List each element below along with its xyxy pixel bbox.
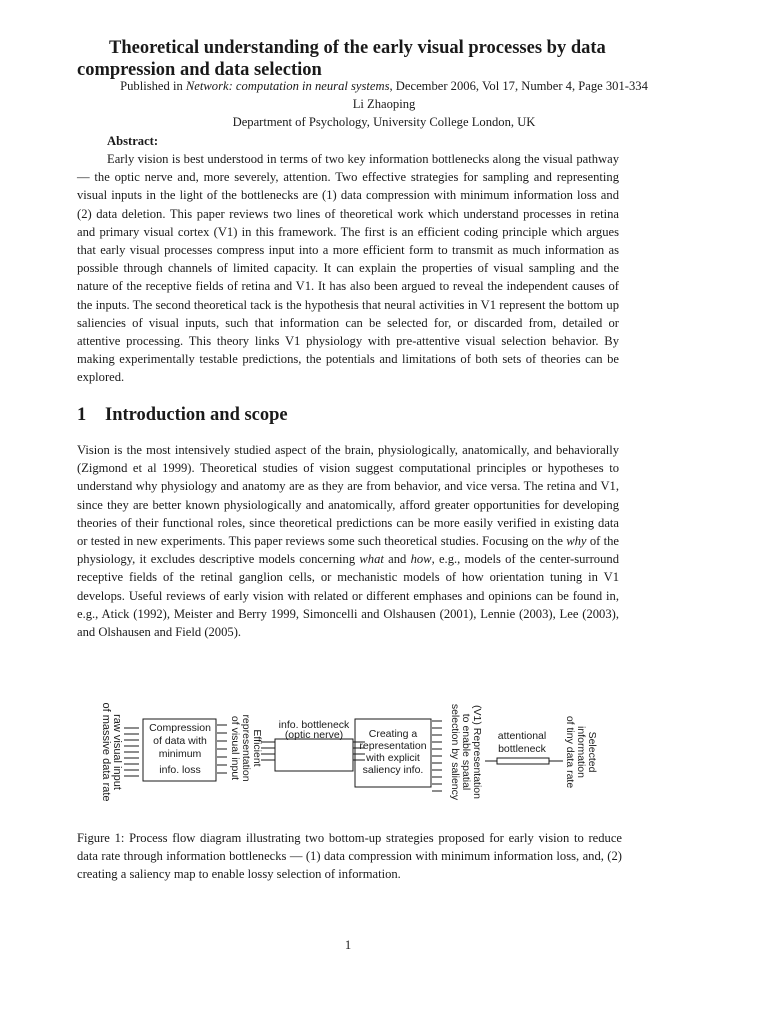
efficient-line-2: representation (240, 714, 252, 782)
section-heading (77, 405, 288, 426)
figure-caption: Figure 1: Process flow diagram illustrating two bottom-up strategies proposed for early vision to reduce data rate through information bottlenecks — (1) data compression with minimum information loss, and, (2) creating a saliency map to enable lossy selection of information. (77, 831, 622, 881)
attention-pipe (485, 758, 563, 764)
box1-line-1: Compression (149, 722, 211, 734)
box2-line-3: with explicit (366, 752, 420, 764)
pub-journal: Network: computation in neural systems (185, 79, 390, 93)
efficient-label (229, 714, 263, 781)
paper-title (77, 37, 677, 81)
figure-1-diagram (90, 695, 650, 810)
efficient-line-1: Efficient (251, 729, 263, 767)
efficient-line-3: of visual input (229, 715, 241, 781)
intro-text-c: and (383, 552, 411, 567)
intro-paragraph (77, 441, 619, 641)
v1-arrows (432, 721, 442, 791)
title-line-1: Theoretical understanding of the early visual processes by data (109, 38, 606, 58)
process-flow-diagram (90, 695, 650, 810)
abstract-text: Early vision is best understood in terms of two key information bottlenecks along the visual pathway — the optic nerve and, more severely, attention. Two effective strategies for sampling and representing visual inputs in the light of the bottlenecks are (1) data compression with minimum information loss and (2) data deletion. This paper reviews two lines of theoretical work which understand processes in retina and primary visual cortex (V1) in this framework. The first is an efficient coding principle which argues that early visual processes compress input into a more efficient form to transmit as much information as possible through channels of limited capacity. It can explain the properties of visual sampling and the nature of the receptive fields of retina and V1. It has also been argued to reveal the independent causes of the inputs. The second theoretical tack is the hypothesis that neural activities in V1 represent the bottom up saliencies of visual inputs, such that information can be selected for, or discarded from, detailed or attentive processing. This theory links V1 physiology with pre-attentive visual selection behavior. By making experimentally testable predictions, the potentials and limitations of both sets of theories can be explored. (77, 152, 619, 385)
title-line-2: compression and data selection (77, 60, 322, 80)
raw-input-line-1: raw visual input (111, 714, 123, 790)
affiliation: Department of Psychology, University College London, UK (232, 115, 536, 129)
page-number: 1 (344, 938, 352, 952)
bottleneck1-line-1: info. bottleneck (278, 719, 350, 731)
pub-suffix: , December 2006, Vol 17, Number 4, Page 301-334 (389, 79, 648, 93)
selected-line-2: information (575, 726, 587, 778)
selected-line-1: Selected (586, 731, 598, 773)
v1-label (449, 704, 483, 801)
pub-prefix: Published in (120, 79, 186, 93)
section-number: 1 (77, 405, 87, 425)
raw-input-label (100, 702, 123, 801)
selected-label (564, 716, 598, 789)
box1-line-3: minimum (158, 748, 202, 760)
bottleneck1-line-2: (optic nerve) (284, 729, 344, 741)
author: Li Zhaoping (352, 97, 416, 111)
section-title: Introduction and scope (105, 405, 288, 425)
intro-text-d: , e.g., models of the center-surround receptive fields of the retinal ganglion cells, or mechanistic models of how orientation tuning in V1 develops. Useful reviews of early vision with related or different emphases and opinions can be found in, e.g., Atick (1992), Meister and Berry 1999, Simoncelli and Olshausen (2001), Lennie (2003), Lee (2003), and Olshausen and Field (2005). (77, 552, 619, 640)
v1-line-2: to enable spatial (460, 713, 472, 791)
box2-line-2: representation (359, 740, 427, 752)
intro-text-b: of the physiology, it excludes descriptive models concerning (77, 534, 619, 567)
box2-line-4: saliency info. (362, 764, 424, 776)
optic-nerve-pipe (261, 739, 365, 771)
v1-line-3: selection by saliency (449, 703, 461, 801)
box1-line-2: of data with (153, 735, 207, 747)
box1-line-4: info. loss (159, 764, 201, 776)
input-arrows (124, 728, 139, 776)
v1-line-1: (V1) Representation (471, 705, 483, 799)
intro-em-why: why (566, 534, 587, 549)
abstract-label: Abstract: (107, 134, 159, 148)
bottleneck2-line-2: bottleneck (498, 743, 546, 755)
selected-line-3: of tiny data rate (564, 715, 576, 789)
box2-line-1: Creating a (368, 728, 418, 740)
efficient-arrows (217, 725, 227, 773)
publication-info (77, 79, 691, 94)
raw-input-line-2: of massive data rate (100, 702, 112, 802)
intro-em-what: what (359, 552, 384, 567)
bottleneck2-line-1: attentional (497, 730, 547, 742)
intro-em-how: how (410, 552, 432, 567)
intro-text-a: Vision is the most intensively studied aspect of the brain, physiologically, anatomically, and behaviorally (Zigmond et al 1999). Theoretical studies of vision suggest computational principles or hypotheses to understand why physiology and anatomy are as they are from behavior, and vice versa. The retina and V1, since they are better known physiologically and anatomically, afford greater opportunities for developing theories of their functional roles, since theoretical predictions can be more easily verified in existing data or tested in new experiments. This paper reviews some such theoretical studies. Focusing on the (77, 443, 619, 549)
